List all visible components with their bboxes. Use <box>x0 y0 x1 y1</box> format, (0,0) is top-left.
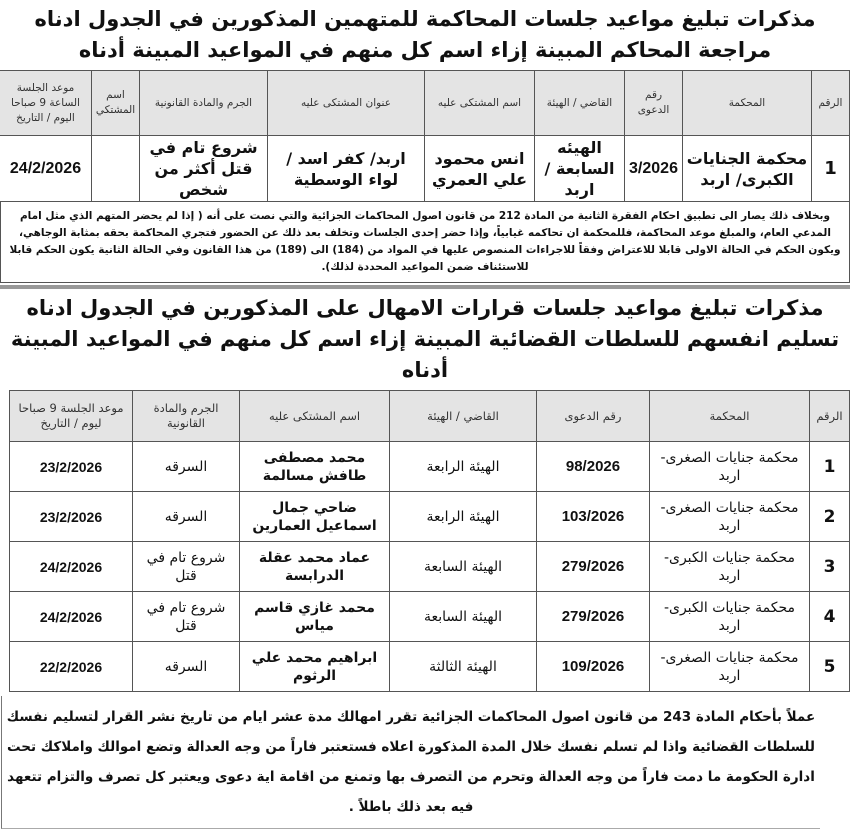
notice-2 <box>0 289 850 829</box>
hearing-date: 24/2/2026 <box>10 542 133 592</box>
hearing-date: 23/2/2026 <box>10 442 133 492</box>
header-cell: عنوان المشتكى عليه <box>268 71 425 136</box>
complainant <box>92 136 140 202</box>
header-cell: القاضي / الهيئة <box>535 71 625 136</box>
header-cell: القاضي / الهيئة <box>390 391 537 442</box>
row-number: 2 <box>810 492 850 542</box>
table-row <box>10 492 850 542</box>
hearing-date: 24/2/2026 <box>0 136 92 202</box>
hearing-date: 24/2/2026 <box>10 592 133 642</box>
deadline-table <box>9 390 850 692</box>
court: محكمة جنايات الصغرى- اربد <box>650 492 810 542</box>
notice-2-paragraph: عملاً بأحكام المادة 243 من قانون اصول المحاكمات الجزائية تقرر امهالك مدة عشر ايام من تاريخ نشر القرار لتسليم نفسك للسلطات القضائية واذا لم تسلم نفسك خلال المدة المذكورة اعلاه فستعتبر فاراً من وجه العدالة وتضع اموالك واملاكك تحت ادارة الحكومة ما دمت فاراً من وجه العدالة وتحرم من التصرف بها وتمنع من اقامة اية دعوى ويعتبر كل تصرف والتزام تتعهد فيه بعد ذلك باطلاً . <box>1 696 820 829</box>
court: محكمة جنايات الكبرى- اربد <box>650 592 810 642</box>
judge: الهيئة الرابعة <box>390 442 537 492</box>
court: محكمة الجنايات الكبرى/ اربد <box>683 136 812 202</box>
judge: الهيئة الثالثة <box>390 642 537 692</box>
table-header-row <box>0 71 850 136</box>
case-number: 3/2026 <box>625 136 683 202</box>
row-number: 1 <box>812 136 850 202</box>
header-cell: موعد الجلسة 9 صباحا ليوم / التاريخ <box>10 391 133 442</box>
judge: الهيئة السابعة <box>390 592 537 642</box>
row-number: 1 <box>810 442 850 492</box>
crime: شروع تام في قتل <box>133 592 240 642</box>
header-cell: المحكمة <box>683 71 812 136</box>
crime: شروع تام في قتل <box>133 542 240 592</box>
address: اربد/ كفر اسد / لواء الوسطية <box>268 136 425 202</box>
court: محكمة جنايات الكبرى- اربد <box>650 542 810 592</box>
judge: الهيئة السابعة <box>390 542 537 592</box>
defendant: ابراهيم محمد علي الرثوم <box>240 642 390 692</box>
defendant: ضاحي جمال اسماعيل العمارين <box>240 492 390 542</box>
defendant: محمد مصطفى طافش مسالمة <box>240 442 390 492</box>
case-number: 109/2026 <box>537 642 650 692</box>
row-number: 4 <box>810 592 850 642</box>
court: محكمة جنايات الصغرى- اربد <box>650 442 810 492</box>
notice-1-title: مذكرات تبليغ مواعيد جلسات المحاكمة للمتهمين المذكورين في الجدول ادناه مراجعة المحاكم المبينة إزاء اسم كل منهم في المواعيد المبينة أدناه <box>34 7 816 62</box>
header-cell: اسم المشتكي <box>92 71 140 136</box>
crime: السرقه <box>133 442 240 492</box>
header-cell: رقم الدعوى <box>625 71 683 136</box>
row-number: 3 <box>810 542 850 592</box>
defendant: عماد محمد عقلة الدرابسة <box>240 542 390 592</box>
notice-1-paragraph: وبخلاف ذلك يصار الى تطبيق احكام الفقرة الثانية من المادة 212 من قانون اصول المحاكمات الجزائية والتي نصت على أنه ( إذا لم يحضر المتهم الذي مثل امام المدعي العام، والمبلغ موعد المحاكمة، فللمحكمة ان تحاكمه غيابياً، وإذا حضر إحدى الجلسات وتخلف بعد ذلك عن الحضور فتجري المحاكمة بحقه بمثابة الوجاهي، ويكون الحكم في الحالة الاولى قابلا للاعتراض وفقاً للاجراءات المنصوص عليها في المواد من (184) الى (189) من هذا القانون وفي الحالة الثانية يكون الحكم قابلا للاستئناف ضمن المواعيد المحددة لذلك). <box>0 202 850 283</box>
court: محكمة جنايات الصغرى- اربد <box>650 642 810 692</box>
table-row <box>10 642 850 692</box>
header-cell: المحكمة <box>650 391 810 442</box>
case-number: 103/2026 <box>537 492 650 542</box>
header-cell: اسم المشتكى عليه <box>240 391 390 442</box>
crime: السرقه <box>133 492 240 542</box>
table-row <box>10 542 850 592</box>
defendant: انس محمود علي العمري <box>425 136 535 202</box>
table-row <box>10 442 850 492</box>
header-cell: رقم الدعوى <box>537 391 650 442</box>
table-row <box>0 136 850 202</box>
header-cell: الرقم <box>810 391 850 442</box>
crime: شروع تام في قتل أكثر من شخص <box>140 136 268 202</box>
hearing-date: 22/2/2026 <box>10 642 133 692</box>
case-number: 279/2026 <box>537 542 650 592</box>
header-cell: اسم المشتكى عليه <box>425 71 535 136</box>
defendant: محمد غازي قاسم مياس <box>240 592 390 642</box>
header-cell: موعد الجلسة الساعة 9 صباحا اليوم / التاريخ <box>0 71 92 136</box>
header-cell: الجرم والمادة القانونية <box>140 71 268 136</box>
judge: الهيئه السابعة / اربد <box>535 136 625 202</box>
header-cell: الرقم <box>812 71 850 136</box>
table-row <box>10 592 850 642</box>
judge: الهيئة الرابعة <box>390 492 537 542</box>
case-number: 98/2026 <box>537 442 650 492</box>
hearings-table <box>0 70 850 202</box>
notice-1 <box>0 0 850 289</box>
hearing-date: 23/2/2026 <box>10 492 133 542</box>
row-number: 5 <box>810 642 850 692</box>
crime: السرقه <box>133 642 240 692</box>
table-header-row <box>10 391 850 442</box>
case-number: 279/2026 <box>537 592 650 642</box>
header-cell: الجرم والمادة القانونية <box>133 391 240 442</box>
notice-2-title: مذكرات تبليغ مواعيد جلسات قرارات الامهال على المذكورين في الجدول ادناه تسليم انفسهم للسلطات القضائية المبينة إزاء اسم كل منهم في المواعيد المبينة أدناه <box>10 296 840 382</box>
